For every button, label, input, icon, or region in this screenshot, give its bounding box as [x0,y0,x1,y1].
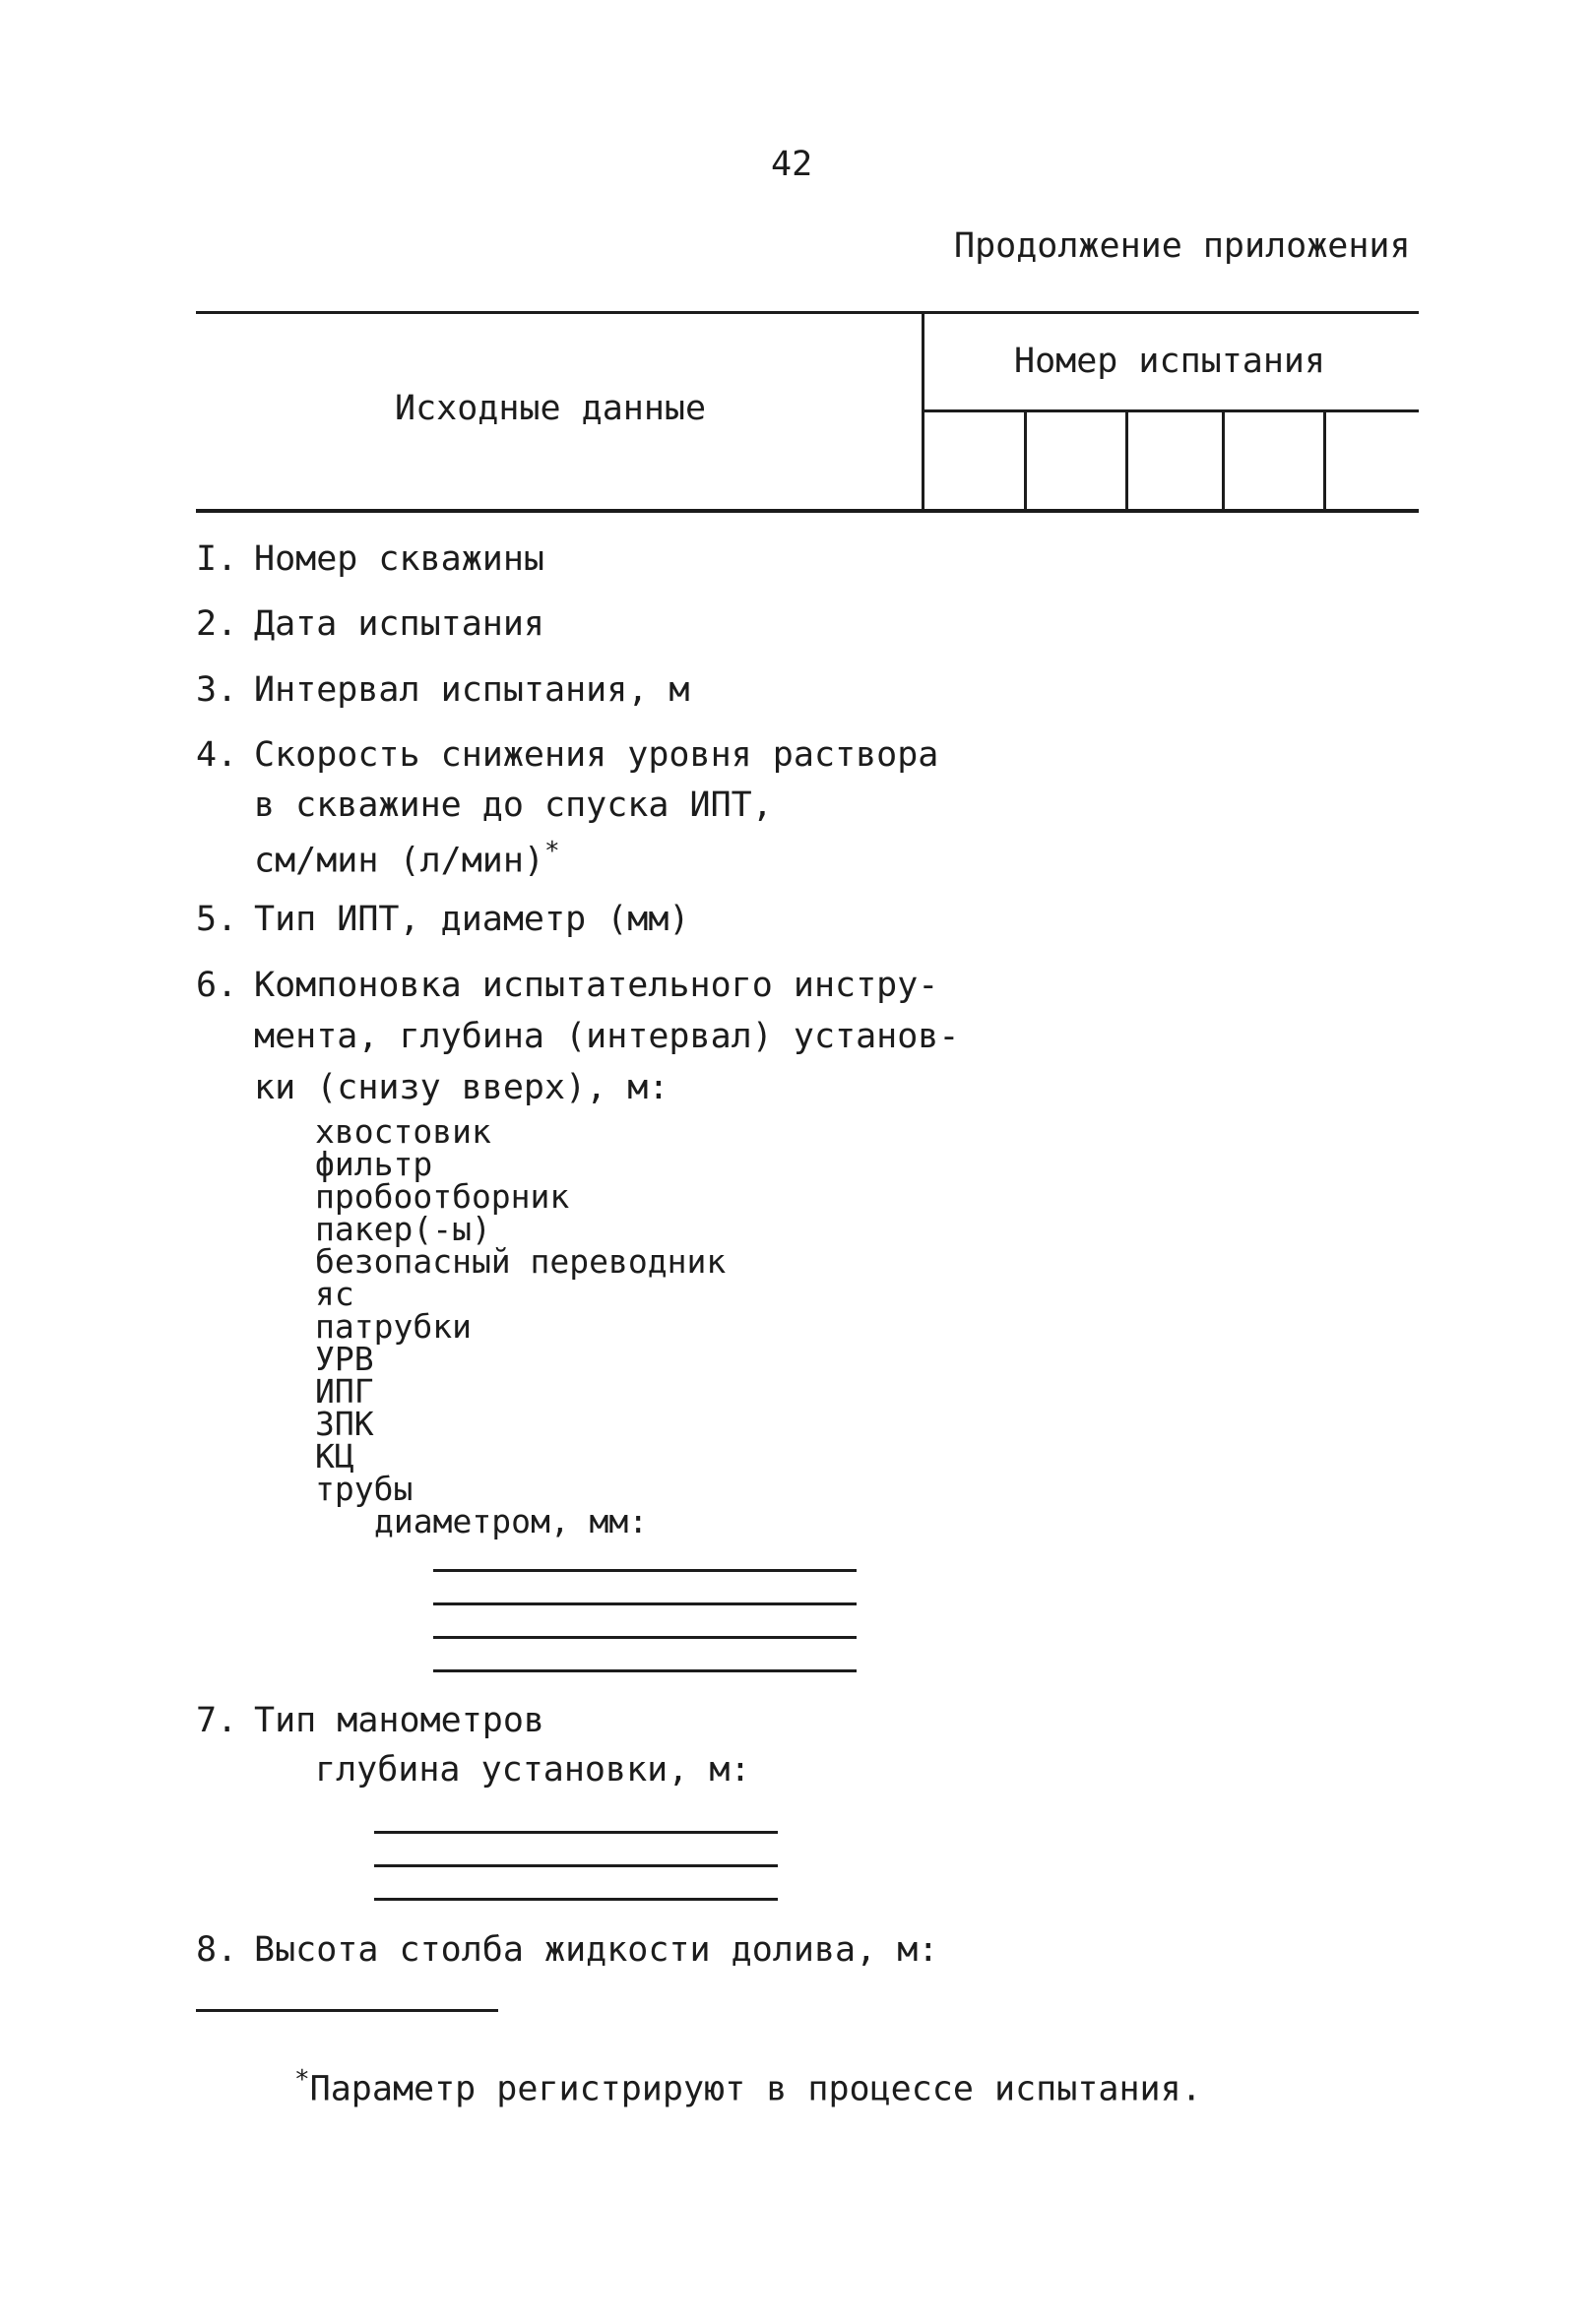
gauge-blank-line-3 [374,1898,778,1901]
component-kc: КЦ [315,1437,354,1476]
pipe-diameter-label: диаметром, мм: [374,1502,649,1540]
component-safety-sub: безопасный переводник [315,1242,727,1281]
diameter-blank-line-2 [433,1602,857,1605]
component-urv: УРВ [315,1340,374,1378]
component-sampler: пробоотборник [315,1177,570,1216]
item-6-number: 6. [196,966,238,1005]
item-4-number: 4. [196,735,238,775]
test-number-subrule [922,409,1419,412]
footnote-text: Параметр регистрируют в процессе испытания. [309,2069,1202,2109]
table-bottom-rule [196,509,1419,513]
test-col-divider-3 [1222,409,1225,513]
component-zpk: ЗПК [315,1405,374,1443]
item-6-line-1: Компоновка испытательного инстру- [254,966,939,1005]
component-jar: яс [315,1275,354,1313]
continuation-header: Продолжение приложения [954,226,1411,266]
item-7-text: Тип манометров [254,1701,545,1740]
item-4-line-3 [254,839,560,879]
test-col-divider-2 [1125,409,1128,513]
item-4-line-1: Скорость снижения уровня раствора [254,735,939,775]
item-2-text: Дата испытания [254,604,545,644]
test-col-divider-4 [1323,409,1326,513]
footnote-note-mark: * [294,2065,310,2095]
item-8-number: 8. [196,1930,238,1970]
item-5-number: 5. [196,900,238,939]
component-filter: фильтр [315,1145,433,1183]
item-1-text: Номер скважины [254,539,545,579]
gauge-blank-line-2 [374,1864,778,1867]
component-packer: пакер(-ы) [315,1210,491,1248]
item-4-line-3-text: см/мин (л/мин) [254,841,545,881]
footnote [294,2067,1202,2107]
item-3-number: 3. [196,670,238,710]
item-8-text: Высота столба жидкости долива, м: [254,1930,939,1970]
test-number-header: Номер испытания [1014,342,1326,381]
table-top-rule [196,311,1419,314]
test-col-divider-1 [1024,409,1027,513]
header-table [196,311,1419,514]
source-data-header: Исходные данные [395,389,707,428]
component-ipg: ИПГ [315,1372,374,1411]
item-4-line-2: в скважине до спуска ИПТ, [254,785,773,825]
diameter-blank-line-4 [433,1669,857,1672]
component-pipes: трубы [315,1470,414,1508]
page-number: 42 [771,145,813,184]
diameter-blank-line-3 [433,1636,857,1639]
item-6-line-2: мента, глубина (интервал) установ- [254,1017,960,1056]
component-pup-joints: патрубки [315,1307,472,1346]
component-tail-pipe: хвостовик [315,1112,491,1151]
item-5-text: Тип ИПТ, диаметр (мм) [254,900,690,939]
item-6-line-3: ки (снизу вверх), м: [254,1068,669,1107]
diameter-blank-line-1 [433,1569,857,1572]
item-2-number: 2. [196,604,238,644]
item-7-number: 7. [196,1701,238,1740]
footnote-separator [196,2009,498,2012]
gauge-blank-line-1 [374,1831,778,1834]
item-3-text: Интервал испытания, м [254,670,690,710]
footnote-mark: * [544,837,560,866]
gauge-depth-label: глубина установки, м: [315,1750,751,1790]
item-1-number: I. [196,539,238,579]
